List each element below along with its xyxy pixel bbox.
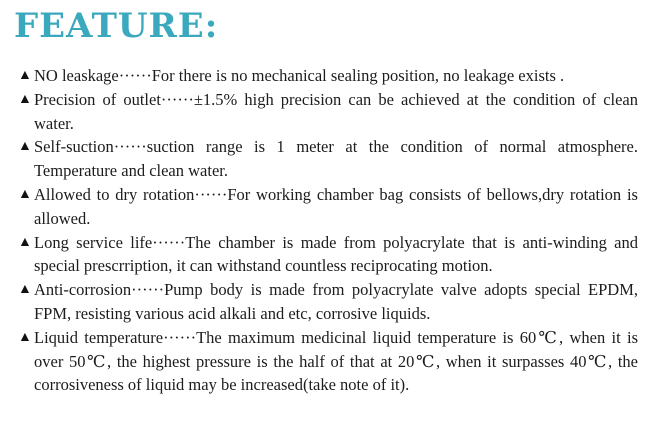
feature-item-liquid-temperature [18, 326, 638, 397]
dot-separator: ······ [113, 137, 147, 157]
feature-description: ±1.5% high precision can be achieved at the condition of clean water. [34, 89, 639, 133]
feature-label: Precision of outlet [34, 89, 161, 109]
feature-label: Allowed to dry rotation [34, 184, 195, 204]
feature-item-anti-corrosion [18, 278, 638, 326]
triangle-bullet-icon: ▲ [18, 91, 32, 107]
feature-item-self-suction [18, 135, 638, 183]
feature-label: Long service life [34, 232, 153, 252]
feature-description: For working chamber bag consists of bellows,dry rotation is allowed. [34, 184, 638, 228]
feature-list [18, 64, 638, 397]
feature-item-dry-rotation [18, 183, 638, 231]
triangle-bullet-icon: ▲ [18, 68, 32, 83]
triangle-bullet-icon: ▲ [18, 282, 32, 298]
dot-separator: ······ [118, 66, 152, 85]
feature-item-precision [18, 88, 638, 136]
feature-description: suction range is 1 meter at the condition of normal atmosphere. Temperature and clean water. [34, 137, 638, 181]
triangle-bullet-icon: ▲ [18, 234, 32, 250]
triangle-bullet-icon: ▲ [18, 186, 32, 202]
triangle-bullet-icon: ▲ [18, 329, 32, 345]
dot-separator: ······ [194, 184, 228, 204]
feature-label: NO leaskage [34, 66, 119, 85]
feature-description: Pump body is made from polyacrylate valve adopts special EPDM, FPM, resisting various acid alkali and etc, corrosive liquids. [34, 280, 638, 323]
feature-description: The chamber is made from polyacrylate that is anti-winding and special prescrription, it can withstand countless reciprocating motion. [34, 232, 638, 276]
feature-item-no-leakage [18, 64, 638, 88]
dot-separator: ······ [152, 232, 186, 252]
feature-label: Liquid temperature [34, 327, 164, 347]
feature-description: For there is no mechanical sealing position, no leakage exists . [151, 66, 565, 85]
dot-separator: ······ [131, 280, 165, 300]
feature-label: Anti-corrosion [34, 280, 132, 300]
feature-description: The maximum medicinal liquid temperature is 60℃, when it is over 50℃, the highest pressure is the half of that at 20℃, when it surpasses 40℃, the corrosiveness of liquid may be increased(take note of it). [34, 327, 638, 395]
feature-item-service-life [18, 231, 638, 279]
triangle-bullet-icon: ▲ [18, 139, 32, 155]
dot-separator: ······ [163, 327, 197, 347]
feature-label: Self-suction [34, 137, 114, 157]
dot-separator: ······ [160, 89, 194, 109]
page-title: FEATURE: [14, 6, 219, 46]
